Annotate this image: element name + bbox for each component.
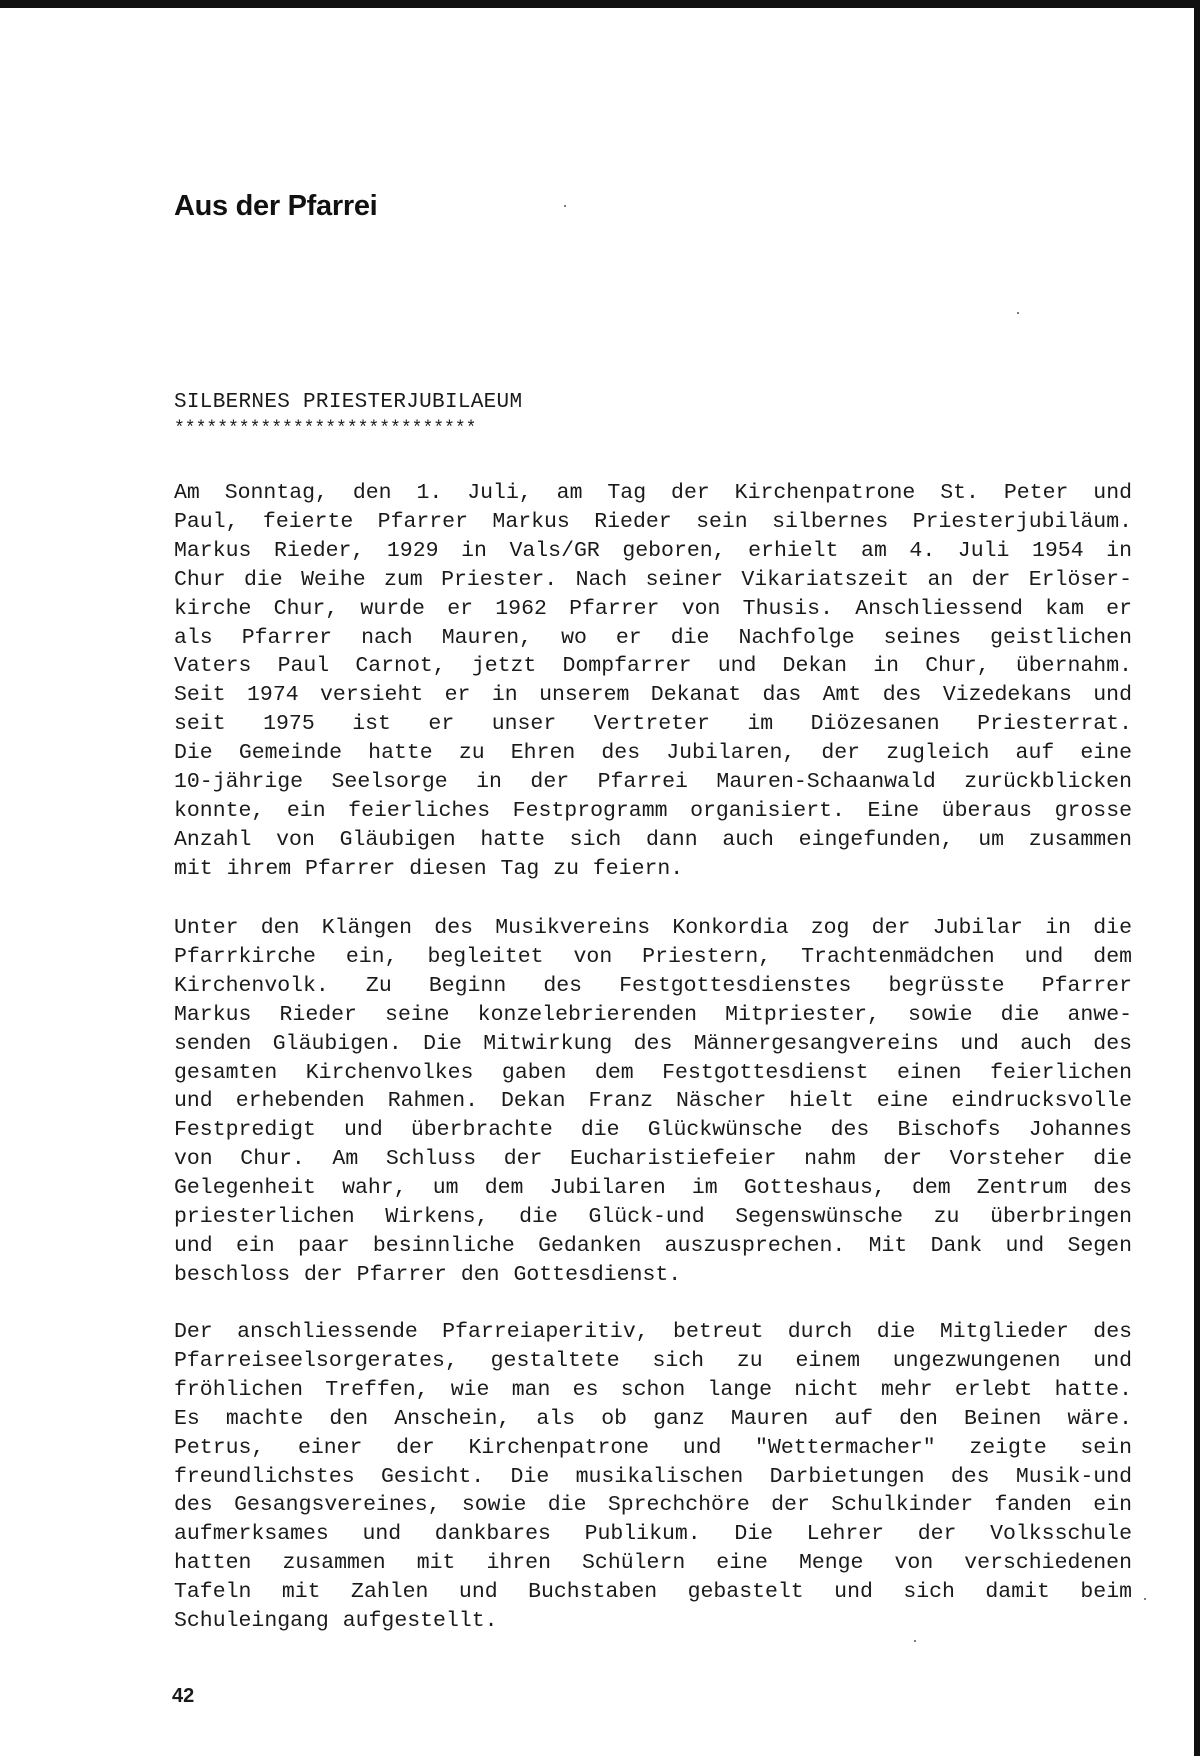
page-title: Aus der Pfarrei — [174, 190, 378, 222]
scan-speck — [1144, 1598, 1146, 1600]
paragraph-line: 10-jährige Seelsorge in der Pfarrei Mauren-Schaanwald zurückblicken — [174, 770, 1132, 795]
paragraph-line: priesterlichen Wirkens, die Glück-und Segenswünsche zu überbringen — [174, 1205, 1132, 1230]
paragraph-line: Markus Rieder seine konzelebrierenden Mitpriester, sowie die anwe- — [174, 1002, 1132, 1027]
paragraph-line: Die Gemeinde hatte zu Ehren des Jubilaren, der zugleich auf eine — [174, 741, 1132, 766]
paragraph-line: von Chur. Am Schluss der Eucharistiefeier nahm der Vorsteher die — [174, 1147, 1132, 1172]
paragraph-line: Petrus, einer der Kirchenpatrone und "Wettermacher" zeigte sein — [174, 1435, 1132, 1460]
article-paragraph — [174, 1318, 1132, 1636]
paragraph-line: Paul, feierte Pfarrer Markus Rieder sein silbernes Priesterjubiläum. — [174, 509, 1132, 534]
paragraph-line: Gelegenheit wahr, um dem Jubilaren im Gotteshaus, dem Zentrum des — [174, 1176, 1132, 1201]
paragraph-line: freundlichstes Gesicht. Die musikalischen Darbietungen des Musik-und — [174, 1464, 1132, 1489]
scan-speck — [564, 205, 566, 207]
paragraph-line: Chur die Weihe zum Priester. Nach seiner Vikariatszeit an der Erlöser- — [174, 567, 1132, 592]
paragraph-line: seit 1975 ist er unser Vertreter im Diözesanen Priesterrat. — [174, 712, 1132, 737]
paragraph-line: des Gesangsvereines, sowie die Sprechchöre der Schulkinder fanden ein — [174, 1493, 1132, 1518]
article-paragraph — [174, 479, 1132, 884]
paragraph-line: mit ihrem Pfarrer diesen Tag zu feiern. — [174, 856, 684, 881]
paragraph-line: Es machte den Anschein, als ob ganz Mauren auf den Beinen wäre. — [174, 1406, 1132, 1431]
scan-border-top — [0, 0, 1200, 8]
paragraph-line: Festpredigt und überbrachte die Glückwünsche des Bischofs Johannes — [174, 1118, 1132, 1143]
paragraph-line: fröhlichen Treffen, wie man es schon lange nicht mehr erlebt hatte. — [174, 1377, 1132, 1402]
paragraph-line: hatten zusammen mit ihren Schülern eine Menge von verschiedenen — [174, 1551, 1132, 1576]
paragraph-line: Der anschliessende Pfarreiaperitiv, betreut durch die Mitglieder des — [174, 1320, 1132, 1344]
article-heading: SILBERNES PRIESTERJUBILAEUM — [174, 391, 523, 414]
paragraph-line: Seit 1974 versieht er in unserem Dekanat das Amt des Vizedekans und — [174, 683, 1132, 708]
scan-border-right — [1194, 0, 1200, 1756]
paragraph-line: Kirchenvolk. Zu Beginn des Festgottesdienstes begrüsste Pfarrer — [174, 973, 1132, 998]
paragraph-line: aufmerksames und dankbares Publikum. Die Lehrer der Volksschule — [174, 1522, 1132, 1547]
paragraph-line: Tafeln mit Zahlen und Buchstaben gebastelt und sich damit beim — [174, 1580, 1132, 1605]
heading-underline: **************************** — [174, 419, 477, 439]
paragraph-line: Pfarrkirche ein, begleitet von Priestern, Trachtenmädchen und dem — [174, 944, 1132, 969]
paragraph-line: und ein paar besinnliche Gedanken auszusprechen. Mit Dank und Segen — [174, 1233, 1132, 1258]
paragraph-line: Unter den Klängen des Musikvereins Konkordia zog der Jubilar in die — [174, 916, 1132, 940]
paragraph-line: und erhebenden Rahmen. Dekan Franz Näscher hielt eine eindrucksvolle — [174, 1089, 1132, 1114]
paragraph-line: Pfarreiseelsorgerates, gestaltete sich zu einem ungezwungenen und — [174, 1348, 1132, 1373]
paragraph-line: senden Gläubigen. Die Mitwirkung des Männergesangvereins und auch des — [174, 1031, 1132, 1056]
paragraph-line: Anzahl von Gläubigen hatte sich dann auch eingefunden, um zusammen — [174, 827, 1132, 852]
paragraph-line: Vaters Paul Carnot, jetzt Dompfarrer und Dekan in Chur, übernahm. — [174, 654, 1132, 679]
scan-speck — [1017, 312, 1019, 314]
page-number: 42 — [172, 1685, 195, 1707]
paragraph-line: konnte, ein feierliches Festprogramm organisiert. Eine überaus grosse — [174, 798, 1132, 823]
paragraph-line: Markus Rieder, 1929 in Vals/GR geboren, erhielt am 4. Juli 1954 in — [174, 538, 1132, 563]
paragraph-line: Schuleingang aufgestellt. — [174, 1609, 498, 1634]
paragraph-line: beschloss der Pfarrer den Gottesdienst. — [174, 1262, 682, 1287]
paragraph-line: Am Sonntag, den 1. Juli, am Tag der Kirchenpatrone St. Peter und — [174, 481, 1132, 505]
scan-speck — [914, 1640, 916, 1642]
paragraph-line: als Pfarrer nach Mauren, wo er die Nachfolge seines geistlichen — [174, 625, 1132, 650]
paragraph-line: kirche Chur, wurde er 1962 Pfarrer von Thusis. Anschliessend kam er — [174, 596, 1132, 621]
paragraph-line: gesamten Kirchenvolkes gaben dem Festgottesdienst einen feierlichen — [174, 1060, 1132, 1085]
article-paragraph — [174, 914, 1132, 1290]
